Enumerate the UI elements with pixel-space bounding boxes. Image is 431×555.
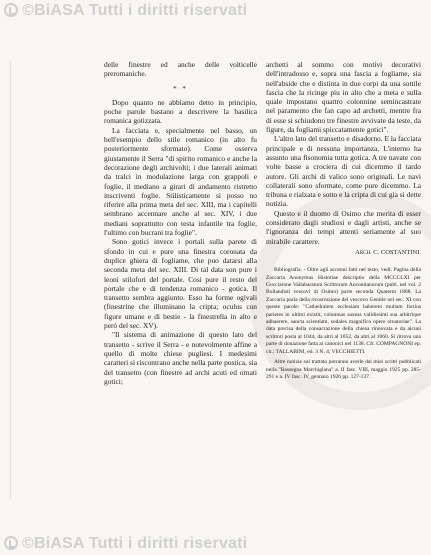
- right-column: [266, 60, 421, 384]
- copyright-icon: [4, 536, 18, 550]
- page-edge: [10, 60, 14, 500]
- paragraph: delle finestre ed anche delle volticelle preromaniche.: [104, 60, 257, 79]
- paragraph: "Il sistema di animazione di questo lato del transetto - scrive il Serra - e notevolmente affine a quello di molte chiese pugliesi. I medesimi caratteri si riscontrano anche nella parte postica, sia del transetto (con finestre ad archi acuti ed ornati gotici;: [104, 330, 257, 386]
- bibliography-paragraph: Bibliografia. - Oltre agli accenni fatti nel testo, vedi: Pagina della Zaccaria Anonymus Historiae descriptio della MCCCLXI per Gucciarone Vallabaratura Scrittorum Anconitanorum (publ. nel vol. 2 Bollandisti vescovi di Osimo) parte seconda Quaternt 1868. La Zaccaria parla della ricostruzione del vescovo Gentile nel sec. XI con queste parole: "Cathedralem ecclesiam haberent multam fortius parietes in ultimi existit, columnas saxeas validissimi sua arbitrique adhaerere, sancta scientiam, sodales magnifico opere ornatoriae". La data precisa della consacrazione della chiesa rinnovata e da alcuni scrittori posta al 1044, da altri al 1052, da altri al 1060. Si ritrova una parte di donazione fatta ai canonici nel 1138. Cfr. COMPAGNONI ep. cit.; TALLABINI, ed. 3 N. 4; VECCHIETTI.: [266, 267, 421, 355]
- paragraph: Dopo quanto ne abbiamo detto in principio, poche parole bastano a descrivere la basilica romanica gotizzata.: [104, 97, 257, 126]
- watermark-text-bottom: ©BiASA Tutti i diritti riservati: [22, 535, 248, 552]
- bibliography-note: [266, 267, 421, 381]
- watermark-banner-top: [0, 0, 431, 22]
- paragraph: L'altro lato del transetto e disadorno. E la facciata principale e di nessuna importanza. L'interno ha assunto una fisonomia tutta gotica. A tre navate con volte basse a crociera di cui dicemmo il tardo autore. Gli archi di valico sono originali. Le navi collaterali sono sformate, come pure dicemmo. La tribuna e rialzata e sotto e la cripta di cui gia si dette notizia.: [266, 134, 421, 209]
- left-column: [104, 60, 257, 386]
- watermark-banner-bottom: [0, 533, 431, 555]
- watermark-text-top: ©BiASA Tutti i diritti riservati: [22, 2, 248, 19]
- paragraph: archetti al sommo con motivi decorativi dell'intradosso e, sopra una fascia a fogliame, sia nell'abside che e distinta in due corpi da una sottile fascia che la ricinge piu in alto che a meta e sulla quale impostano quattro colonnine semincastrate nel paramento che fan capo ad archetti, mentre fra di esse si schiudono tre finestre avvivate da teste, da figure, da fogliami spiccatamente gotici".: [266, 60, 421, 135]
- paragraph: Questo e il duomo di Osimo che merita di esser considerato dagli studiosi e dagli artisti, anche se l'ignoranza dei tempi attenti seriamente al suo mirabile carattere.: [266, 208, 421, 246]
- paragraph: Sono gotici invece i portali sulla parete di sfondo in cui e pure una finestra coronata da duplice ghiera di fogliame, che puo datarsi alla seconda meta del sec. XIII. Di tal data son pure i leoni stilofori del portale. Cosi pure il resto del portale che e di tendenza romanico - gotica. Il transetto sembra aggiunto. Esso ha forme ogivali (finestrine che illuminano la cripta; oculus con figure umane e di bestie - la finestrella in alto e peró del sec. XV).: [104, 237, 257, 331]
- section-separator: * *: [173, 84, 188, 93]
- copyright-icon: [4, 3, 18, 17]
- bibliography-paragraph: Altre notizie sul trattato potranno averle dai miei scritti pubblicati nella "Rassegna Marchigiana" a. II fasc. VIII, maggio 1925 pp. 285-291 e a. IV fasc. IV, gennaio 1926 pp. 127-137.: [266, 359, 421, 380]
- paragraph: La facciata e, specialmente nel basso, un bell'esempio dello stile romanico (in alto fu posteriormente sformato). Come osserva giustamente il Serra "di spirito romanico e anche la decorazione degli archivolti; i due laterali animati da tralci in modulazione larga con grappoli e foglie, il mediano a girari di andamento ristretto inscriventi foglie. Stilisticamente si posso no riferire alla prima meta del sec. XIII, ma i capitelli sembrano accennare anche al sec. XIV, i due mediani soprattutto con testa infantile tra foglie, l'ultimo con bucrani tra foglie".: [104, 125, 257, 238]
- author-signature: Arch. C. COSTANTINI.: [355, 248, 421, 256]
